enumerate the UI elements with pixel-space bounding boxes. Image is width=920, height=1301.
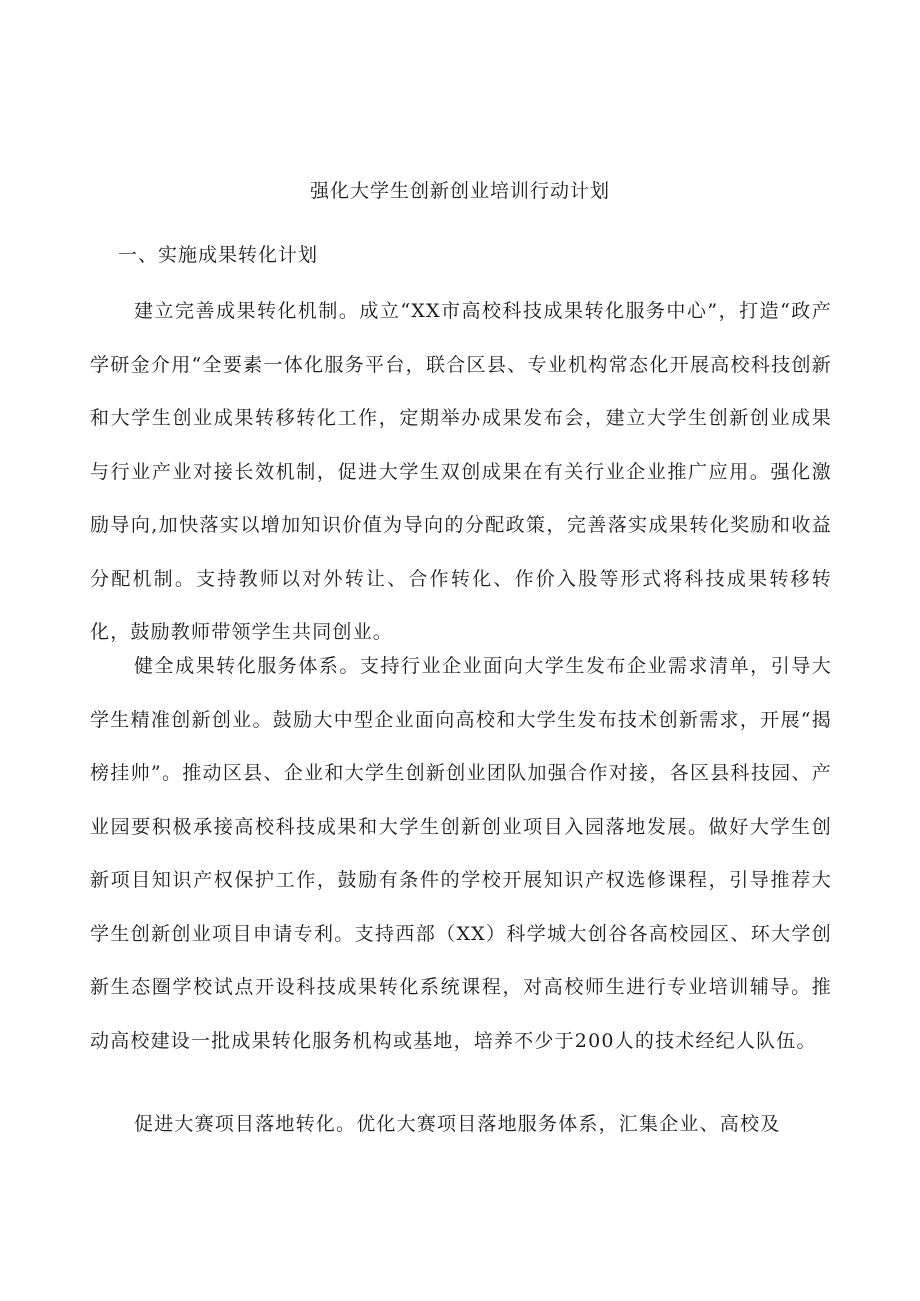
paragraph-service-system: 健全成果转化服务体系。支持行业企业面向大学生发布企业需求清单，引导大学生精准创新创业。鼓励大中型企业面向高校和大学生发布技术创新需求，开展“揭榜挂帅”。推动区县、企业和大学生创新创业团队加强合作对接，各区县科技园、产业园要积极承接高校科技成果和大学生创新创业项目入园落地发展。做好大学生创新项目知识产权保护工作，鼓励有条件的学校开展知识产权选修课程，引导推荐大学生创新创业项目申请专利。支持西部（XX）科学城大创谷各高校园区、环大学创新生态圈学校试点开设科技成果转化系统课程，对高校师生进行专业培训辅导。推动高校建设一批成果转化服务机构或基地，培养不少于200人的技术经纪人队伍。 <box>90 655 832 1052</box>
paragraph-competition-projects: 促进大赛项目落地转化。优化大赛项目落地服务体系，汇集企业、高校及 <box>134 1113 781 1135</box>
paragraph-mechanism: 建立完善成果转化机制。成立“XX市高校科技成果转化服务中心”，打造“政产学研金介用“全要素一体化服务平台，联合区县、专业机构常态化开展高校科技创新和大学生创业成果转移转化工作，定期举办成果发布会，建立大学生创新创业成果与行业产业对接长效机制，促进大学生双创成果在有关行业企业推广应用。强化激励导向,加快落实以增加知识价值为导向的分配政策，完善落实成果转化奖励和收益分配机制。支持教师以对外转让、合作转化、作价入股等形式将科技成果转移转化，鼓励教师带领学生共同创业。 <box>90 300 832 643</box>
document-title: 强化大学生创新创业培训行动计划 <box>309 180 610 202</box>
section-heading: 一、实施成果转化计划 <box>118 244 319 266</box>
